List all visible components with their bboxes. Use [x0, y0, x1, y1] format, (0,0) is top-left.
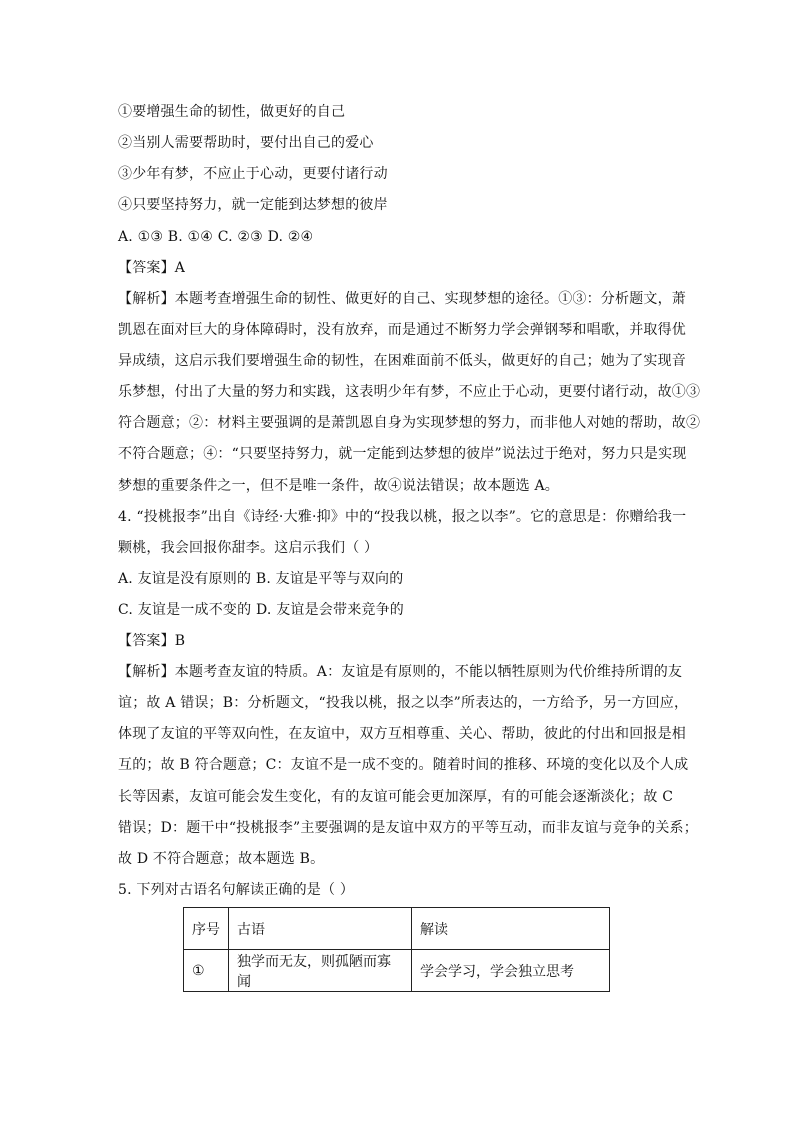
analysis-line: 不符合题意；④：“只要坚持努力，就一定能到达梦想的彼岸”说法过于绝对，努力只是实现 [118, 446, 687, 462]
table-cell: 学会学习，学会独立思考 [412, 950, 610, 992]
option-line-3: ③少年有梦，不应止于心动，更要付诸行动 [118, 166, 388, 182]
analysis-line: 故 D 不符合题意；故本题选 B。 [118, 851, 325, 867]
option-line-1: ①要增强生命的韧性，做更好的自己 [118, 104, 346, 120]
table-header-cell: 序号 [184, 908, 229, 950]
option-line-2: ②当别人需要帮助时，要付出自己的爱心 [118, 135, 374, 151]
analysis-line: 【解析】本题考查增强生命的韧性、做更好的自己、实现梦想的途径。①③：分析题文，萧 [118, 291, 686, 307]
table-header-cell: 古语 [229, 908, 412, 950]
table-cell: 独学而无友，则孤陋而寡闻 [229, 950, 412, 992]
analysis-line: 互的；故 B 符合题意；C：友谊不是一成不变的。随着时间的推移、环境的变化以及个人成 [118, 757, 689, 773]
table-cell: ① [184, 950, 229, 992]
answer-label: 【答案】B [118, 633, 186, 649]
analysis-line: 梦想的重要条件之一，但不是唯一条件，故④说法错误；故本题选 A。 [118, 478, 559, 494]
choice-line: A. 友谊是没有原则的 B. 友谊是平等与双向的 [118, 571, 404, 587]
answer-label: 【答案】A [118, 260, 186, 276]
analysis-line: 异成绩，这启示我们要增强生命的韧性，在困难面前不低头，做更好的自己；她为了实现音 [118, 353, 686, 369]
analysis-line: 乐梦想，付出了大量的努力和实践，这表明少年有梦，不应止于心动，更要付诸行动，故①③ [118, 384, 701, 400]
analysis-line: 长等因素，友谊可能会发生变化，有的友谊可能会更加深厚，有的可能会逐渐淡化；故 C [118, 789, 674, 805]
question-4-line: 4. “投桃报李”出自《诗经·大雅·抑》中的“投我以桃，报之以李”。它的意思是：你赠给我一 [118, 509, 687, 525]
analysis-line: 错误；D：题干中“投桃报李”主要强调的是友谊中双方的平等互动，而非友谊与竞争的关系； [118, 820, 698, 836]
option-line-4: ④只要坚持努力，就一定能到达梦想的彼岸 [118, 197, 388, 213]
analysis-line: 凯恩在面对巨大的身体障碍时，没有放弃，而是通过不断努力学会弹钢琴和唱歌，并取得优 [118, 322, 686, 338]
table-header-cell: 解读 [412, 908, 610, 950]
analysis-line: 体现了友谊的平等双向性，在友谊中，双方互相尊重、关心、帮助，彼此的付出和回报是相 [118, 726, 686, 742]
choice-line: A. ①③ B. ①④ C. ②③ D. ②④ [118, 229, 314, 245]
table-header-row [184, 908, 610, 950]
choice-line: C. 友谊是一成不变的 D. 友谊是会带来竞争的 [118, 602, 404, 618]
question-4-line: 颗桃，我会回报你甜李。这启示我们（ ） [118, 540, 379, 556]
table-row [184, 950, 610, 992]
analysis-line: 【解析】本题考查友谊的特质。A：友谊是有原则的，不能以牺牲原则为代价维持所谓的友 [118, 664, 683, 680]
analysis-line: 符合题意；②：材料主要强调的是萧凯恩自身为实现梦想的努力，而非他人对她的帮助，故② [118, 415, 701, 431]
analysis-line: 谊；故 A 错误；B：分析题文，“投我以桃，报之以李”所表达的，一方给予，另一方回应， [118, 695, 689, 711]
proverb-table [183, 907, 610, 992]
question-5-line: 5. 下列对古语名句解读正确的是（ ） [118, 882, 355, 898]
